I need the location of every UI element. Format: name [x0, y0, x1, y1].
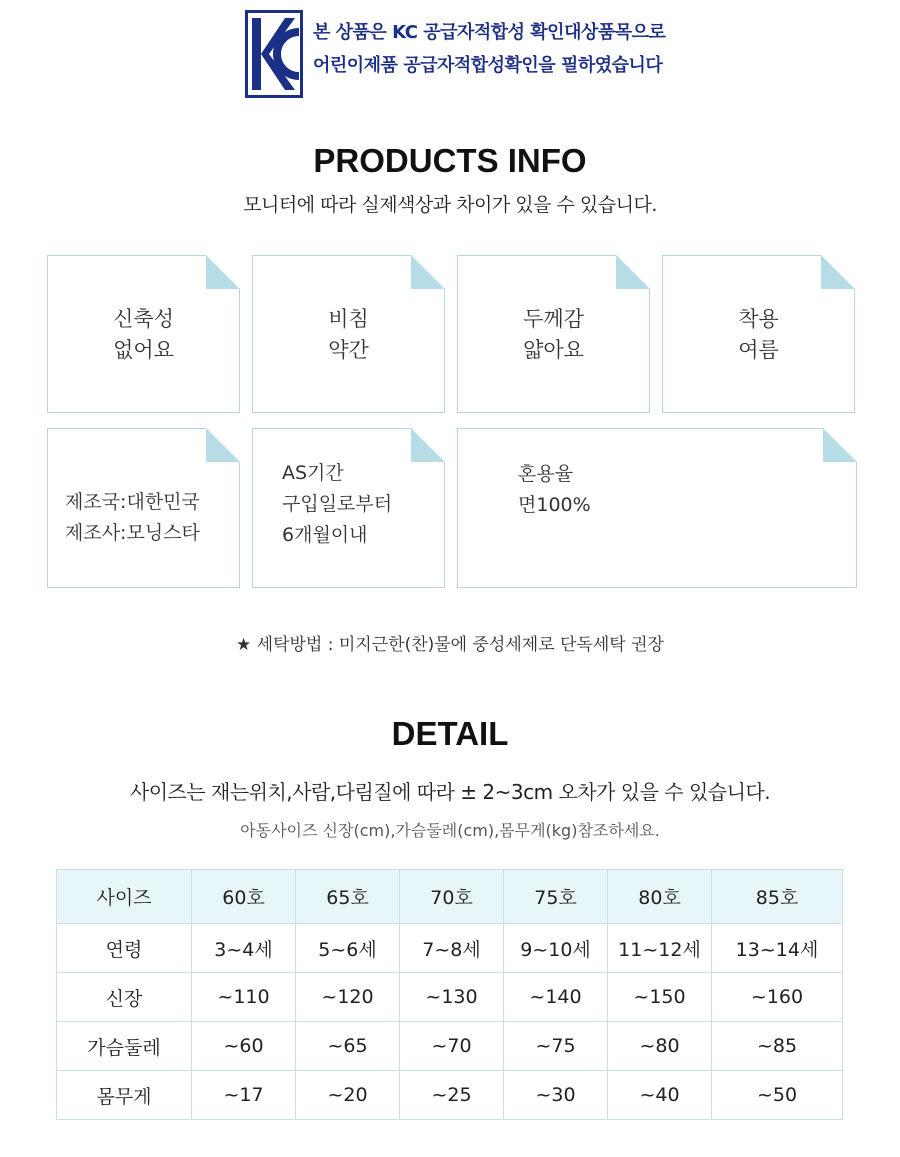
info-card-season — [662, 255, 855, 413]
wash-instructions: ★ 세탁방법 : 미지근한(찬)물에 중성세제로 단독세탁 권장 — [236, 635, 664, 655]
table-cell: ~75 — [504, 1022, 608, 1071]
table-cell: ~20 — [296, 1071, 400, 1120]
table-row — [57, 924, 843, 973]
table-cell: ~130 — [400, 973, 504, 1022]
card-text: AS기간 구입일로부터 6개월이내 — [282, 462, 393, 546]
info-card-blend — [457, 428, 857, 588]
page-fold-icon — [206, 255, 240, 289]
table-header-cell: 70호 — [400, 870, 504, 924]
detail-note: 아동사이즈 신장(cm),가슴둘레(cm),몸무게(kg)참조하세요. — [240, 821, 660, 840]
table-cell: ~50 — [712, 1071, 843, 1120]
page-fold-icon — [411, 255, 445, 289]
kc-mark-icon — [245, 10, 303, 98]
table-row — [57, 1071, 843, 1120]
table-row — [57, 973, 843, 1022]
kc-line-2: 어린이제품 공급자적합성확인을 필하였습니다 — [313, 55, 663, 76]
detail-subtitle: 사이즈는 재는위치,사람,다림질에 따라 ± 2~3cm 오차가 있을 수 있습니다. — [129, 780, 771, 804]
table-cell: ~110 — [192, 973, 296, 1022]
table-cell: ~160 — [712, 973, 843, 1022]
page-fold-icon — [206, 428, 240, 462]
table-header-cell: 60호 — [192, 870, 296, 924]
card-text: 착용 여름 — [738, 307, 779, 362]
table-cell: ~65 — [296, 1022, 400, 1071]
table-cell: 몸무게 — [57, 1071, 192, 1120]
table-cell: ~120 — [296, 973, 400, 1022]
table-row — [57, 1022, 843, 1071]
card-text: 두께감 얇아요 — [523, 307, 584, 362]
page-fold-icon — [821, 255, 855, 289]
table-cell: 연령 — [57, 924, 192, 973]
table-header-cell: 85호 — [712, 870, 843, 924]
table-cell: ~60 — [192, 1022, 296, 1071]
table-cell: 11~12세 — [608, 924, 712, 973]
table-cell: 7~8세 — [400, 924, 504, 973]
table-cell: ~150 — [608, 973, 712, 1022]
products-info-title: PRODUCTS INFO — [313, 142, 587, 179]
page-fold-icon — [823, 428, 857, 462]
kc-line-1: 본 상품은 KC 공급자적합성 확인대상품목으로 — [313, 22, 666, 43]
table-header-cell: 65호 — [296, 870, 400, 924]
table-cell: ~17 — [192, 1071, 296, 1120]
card-text: 혼용율 면100% — [518, 463, 591, 516]
table-cell: ~80 — [608, 1022, 712, 1071]
table-cell: ~25 — [400, 1071, 504, 1120]
products-info-subtitle: 모니터에 따라 실제색상과 차이가 있을 수 있습니다. — [243, 194, 657, 216]
table-cell: 5~6세 — [296, 924, 400, 973]
kc-notice — [313, 16, 665, 82]
table-cell: 가슴둘레 — [57, 1022, 192, 1071]
table-cell: ~140 — [504, 973, 608, 1022]
page-fold-icon — [616, 255, 650, 289]
detail-title: DETAIL — [391, 715, 509, 752]
page-fold-icon — [411, 428, 445, 462]
table-cell: 신장 — [57, 973, 192, 1022]
table-cell: ~70 — [400, 1022, 504, 1071]
kc-certification — [245, 10, 665, 100]
table-header-cell: 75호 — [504, 870, 608, 924]
table-cell: 3~4세 — [192, 924, 296, 973]
info-card-sheer — [252, 255, 445, 413]
info-card-stretch — [47, 255, 240, 413]
info-card-as-period — [252, 428, 445, 588]
table-cell: ~30 — [504, 1071, 608, 1120]
table-header-cell: 80호 — [608, 870, 712, 924]
table-cell: ~85 — [712, 1022, 843, 1071]
card-text: 신축성 없어요 — [113, 307, 174, 362]
card-text: 비침 약간 — [328, 307, 369, 362]
info-card-thickness — [457, 255, 650, 413]
table-cell: ~40 — [608, 1071, 712, 1120]
table-cell: 9~10세 — [504, 924, 608, 973]
info-card-origin — [47, 428, 240, 588]
table-header-cell: 사이즈 — [57, 870, 192, 924]
table-cell: 13~14세 — [712, 924, 843, 973]
card-text: 제조국:대한민국 제조사:모닝스타 — [65, 491, 200, 544]
table-header-row — [57, 870, 843, 924]
size-table — [56, 869, 843, 1120]
